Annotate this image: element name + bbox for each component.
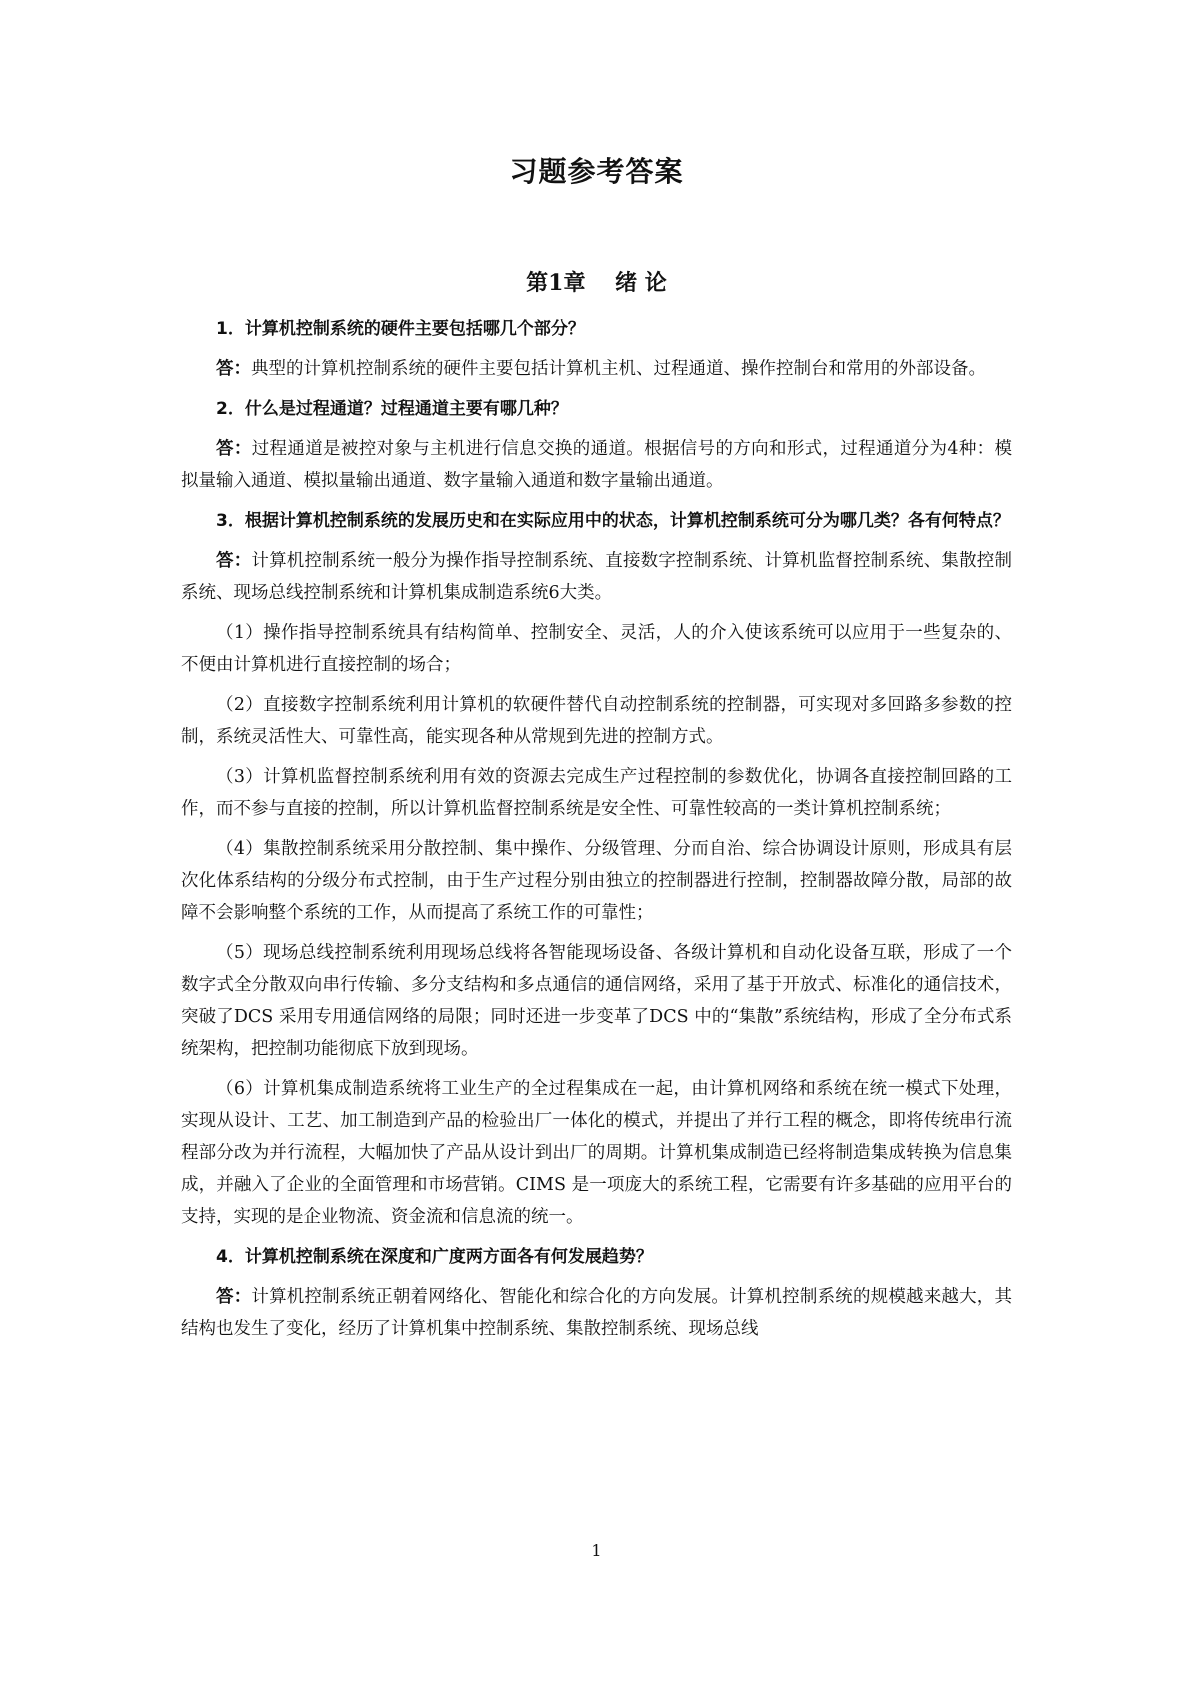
document-title: 习题参考答案 bbox=[509, 155, 684, 188]
answer-3-item-4: （4）集散控制系统采用分散控制、集中操作、分级管理、分而自治、综合协调设计原则，形成具有层次化体系结构的分级分布式控制，由于生产过程分别由独立的控制器进行控制，控制器故障分散，局部的故障不会影响整个系统的工作，从而提高了系统工作的可靠性； bbox=[181, 839, 1012, 923]
question-1: 1．计算机控制系统的硬件主要包括哪几个部分？ bbox=[216, 319, 585, 339]
document-page bbox=[181, 0, 1012, 1684]
answer-text: 过程通道是被控对象与主机进行信息交换的通道。根据信号的方向和形式，过程通道分为4种：模拟量输入通道、模拟量输出通道、数字量输入通道和数字量输出通道。 bbox=[181, 439, 1013, 491]
question-3: 3．根据计算机控制系统的发展历史和在实际应用中的状态，计算机控制系统可分为哪几类？各有何特点？ bbox=[216, 511, 1010, 531]
chapter-title: 第1章 绪 论 bbox=[526, 270, 667, 296]
answer-4 bbox=[181, 1281, 1012, 1345]
answer-2 bbox=[181, 433, 1012, 497]
answer-3-item-6: （6）计算机集成制造系统将工业生产的全过程集成在一起，由计算机网络和系统在统一模式下处理，实现从设计、工艺、加工制造到产品的检验出厂一体化的模式，并提出了并行工程的概念，即将传统串行流程部分改为并行流程，大幅加快了产品从设计到出厂的周期。计算机集成制造已经将制造集成转换为信息集成，并融入了企业的全面管理和市场营销。CIMS 是一项庞大的系统工程，它需要有许多基础的应用平台的支持，实现的是企业物流、资金流和信息流的统一。 bbox=[181, 1079, 1012, 1227]
answer-1 bbox=[181, 353, 1012, 385]
answer-3-item-3: （3）计算机监督控制系统利用有效的资源去完成生产过程控制的参数优化，协调各直接控制回路的工作，而不参与直接的控制，所以计算机监督控制系统是安全性、可靠性较高的一类计算机控制系统； bbox=[181, 767, 1012, 819]
question-4: 4．计算机控制系统在深度和广度两方面各有何发展趋势？ bbox=[216, 1247, 653, 1267]
answer-label: 答： bbox=[216, 551, 252, 571]
answer-text: 典型的计算机控制系统的硬件主要包括计算机主机、过程通道、操作控制台和常用的外部设备。 bbox=[251, 359, 986, 379]
answer-3-item-2: （2）直接数字控制系统利用计算机的软硬件替代自动控制系统的控制器，可实现对多回路多参数的控制，系统灵活性大、可靠性高，能实现各种从常规到先进的控制方式。 bbox=[181, 695, 1012, 747]
answer-text: 计算机控制系统一般分为操作指导控制系统、直接数字控制系统、计算机监督控制系统、集散控制系统、现场总线控制系统和计算机集成制造系统6大类。 bbox=[181, 551, 1013, 603]
question-2: 2．什么是过程通道？过程通道主要有哪几种？ bbox=[216, 399, 568, 419]
page-number: 1 bbox=[591, 1541, 602, 1560]
answer-3-item-5: （5）现场总线控制系统利用现场总线将各智能现场设备、各级计算机和自动化设备互联，形成了一个数字式全分散双向串行传输、多分支结构和多点通信的通信网络，采用了基于开放式、标准化的通信技术，突破了DCS 采用专用通信网络的局限；同时还进一步变革了DCS 中的“集散”系统结构，形成了全分布式系统架构，把控制功能彻底下放到现场。 bbox=[181, 943, 1012, 1059]
answer-3 bbox=[181, 545, 1012, 609]
answer-label: 答： bbox=[216, 1287, 252, 1307]
answer-label: 答： bbox=[216, 439, 252, 459]
answer-3-item-1: （1）操作指导控制系统具有结构简单、控制安全、灵活，人的介入使该系统可以应用于一些复杂的、不便由计算机进行直接控制的场合； bbox=[181, 623, 1012, 675]
answer-label: 答： bbox=[216, 359, 251, 379]
answer-text: 计算机控制系统正朝着网络化、智能化和综合化的方向发展。计算机控制系统的规模越来越大，其结构也发生了变化，经历了计算机集中控制系统、集散控制系统、现场总线 bbox=[181, 1287, 1013, 1339]
document-body bbox=[181, 313, 1012, 1353]
